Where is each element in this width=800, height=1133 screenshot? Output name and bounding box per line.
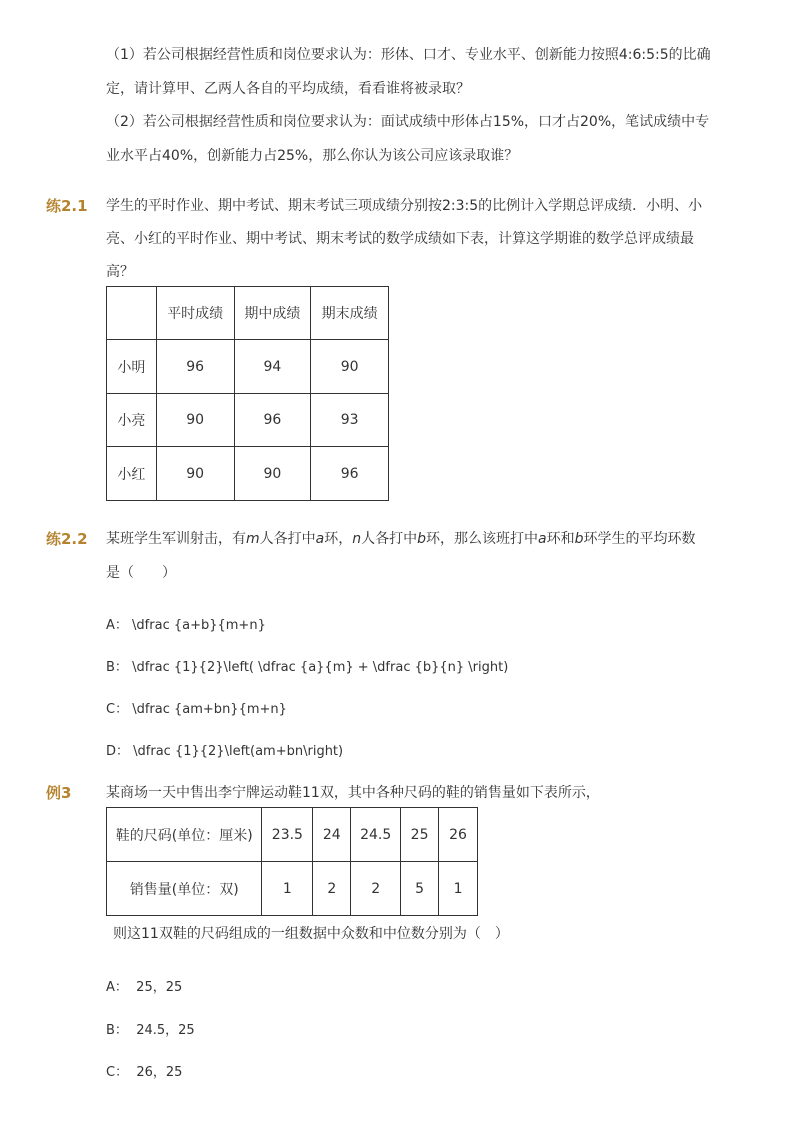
ex22-text: 人各打中 bbox=[361, 531, 418, 547]
header-final: 期末成绩 bbox=[311, 287, 389, 340]
score-cell: 90 bbox=[234, 447, 311, 501]
header-midterm: 期中成绩 bbox=[234, 287, 311, 340]
var-a: a bbox=[538, 531, 547, 547]
score-cell: 94 bbox=[234, 340, 311, 394]
size-cell: 24.5 bbox=[351, 808, 401, 862]
sales-cell: 1 bbox=[439, 862, 478, 916]
table-header-row bbox=[107, 287, 389, 340]
score-cell: 90 bbox=[156, 447, 234, 501]
option-key: C： bbox=[106, 702, 129, 717]
ex22-text: 环和 bbox=[546, 531, 575, 547]
table-row bbox=[107, 808, 478, 862]
ex21-line2: 亮、小红的平时作业、期中考试、期末考试的数学成绩如下表，计算这学期谁的数学总评成绩最 bbox=[106, 231, 694, 247]
option-key: C： bbox=[106, 1065, 129, 1080]
score-cell: 93 bbox=[311, 394, 389, 447]
sales-cell: 1 bbox=[262, 862, 313, 916]
option-key: B： bbox=[106, 660, 128, 675]
ex3-line1: 某商场一天中售出李宁牌运动鞋11双，其中各种尺码的鞋的销售量如下表所示， bbox=[106, 785, 600, 801]
option-text: 24.5，25 bbox=[136, 1023, 195, 1038]
ex22-text: 环，那么该班打中 bbox=[426, 531, 538, 547]
option-text: \dfrac {am+bn}{m+n} bbox=[132, 702, 287, 717]
score-cell: 90 bbox=[156, 394, 234, 447]
option-text: 26，25 bbox=[136, 1065, 183, 1080]
q2-line2: 业水平占40%，创新能力占25%，那么你认为该公司应该录取谁？ bbox=[106, 148, 519, 164]
sales-cell: 2 bbox=[351, 862, 401, 916]
row-head-sales: 销售量(单位：双) bbox=[107, 862, 262, 916]
option-key: A： bbox=[106, 980, 128, 995]
option-text: \dfrac {a+b}{m+n} bbox=[132, 618, 266, 633]
ex22-line2: 是（ ） bbox=[106, 565, 176, 581]
student-name: 小红 bbox=[107, 447, 157, 501]
shoe-sales-table bbox=[106, 807, 478, 916]
option-a[interactable] bbox=[106, 614, 266, 633]
option-text: \dfrac {1}{2}\left(am+bn\right) bbox=[133, 744, 344, 759]
var-m: m bbox=[246, 531, 260, 547]
score-cell: 96 bbox=[156, 340, 234, 394]
q2-line1: （2）若公司根据经营性质和岗位要求认为：面试成绩中形体占15%，口才占20%，笔试成绩中专 bbox=[106, 114, 710, 130]
grades-table bbox=[106, 286, 389, 501]
option-key: A： bbox=[106, 618, 128, 633]
row-head-size: 鞋的尺码(单位：厘米) bbox=[107, 808, 262, 862]
option-a[interactable] bbox=[106, 976, 182, 995]
exercise-2-2-label: 练2.2 bbox=[46, 530, 88, 548]
option-text: 25，25 bbox=[136, 980, 183, 995]
score-cell: 90 bbox=[311, 340, 389, 394]
option-key: D： bbox=[106, 744, 130, 759]
size-cell: 25 bbox=[401, 808, 439, 862]
score-cell: 96 bbox=[311, 447, 389, 501]
q1-line2: 定，请计算甲、乙两人各自的平均成绩，看看谁将被录取？ bbox=[106, 81, 470, 97]
size-cell: 23.5 bbox=[262, 808, 313, 862]
option-c[interactable] bbox=[106, 1061, 182, 1080]
size-cell: 24 bbox=[313, 808, 351, 862]
var-a: a bbox=[315, 531, 325, 547]
size-cell: 26 bbox=[439, 808, 478, 862]
ex21-line1: 学生的平时作业、期中考试、期末考试三项成绩分别按2:3:5的比例计入学期总评成绩．小明、小 bbox=[106, 198, 703, 214]
table-row bbox=[107, 340, 389, 394]
student-name: 小明 bbox=[107, 340, 157, 394]
table-row bbox=[107, 862, 478, 916]
sales-cell: 2 bbox=[313, 862, 351, 916]
ex21-line3: 高？ bbox=[106, 264, 134, 280]
table-row bbox=[107, 447, 389, 501]
ex3-question: 则这11双鞋的尺码组成的一组数据中众数和中位数分别为（ ） bbox=[113, 926, 509, 942]
table-corner-cell bbox=[107, 287, 157, 340]
exercise-2-1-label: 练2.1 bbox=[46, 197, 88, 215]
ex22-text: 某班学生军训射击，有 bbox=[106, 531, 246, 547]
var-n: n bbox=[352, 531, 362, 547]
option-text: \dfrac {1}{2}\left( \dfrac {a}{m} + \dfrac {b}{n} \right) bbox=[132, 660, 509, 675]
table-row bbox=[107, 394, 389, 447]
option-c[interactable] bbox=[106, 698, 287, 717]
example-3-label: 例3 bbox=[46, 784, 72, 802]
ex22-line1 bbox=[106, 528, 695, 548]
option-b[interactable] bbox=[106, 656, 508, 675]
ex22-text: 人各打中 bbox=[259, 531, 316, 547]
q1-line1: （1）若公司根据经营性质和岗位要求认为：形体、口才、专业水平、创新能力按照4:6:5:5的比确 bbox=[106, 47, 711, 63]
ex22-text: 环， bbox=[324, 531, 353, 547]
option-d[interactable] bbox=[106, 740, 343, 759]
option-key: B： bbox=[106, 1023, 128, 1038]
student-name: 小亮 bbox=[107, 394, 157, 447]
option-b[interactable] bbox=[106, 1019, 195, 1038]
score-cell: 96 bbox=[234, 394, 311, 447]
ex22-text: 环学生的平均环数 bbox=[583, 531, 696, 547]
var-b: b bbox=[417, 531, 426, 547]
sales-cell: 5 bbox=[401, 862, 439, 916]
header-regular: 平时成绩 bbox=[156, 287, 234, 340]
var-b: b bbox=[574, 531, 584, 547]
